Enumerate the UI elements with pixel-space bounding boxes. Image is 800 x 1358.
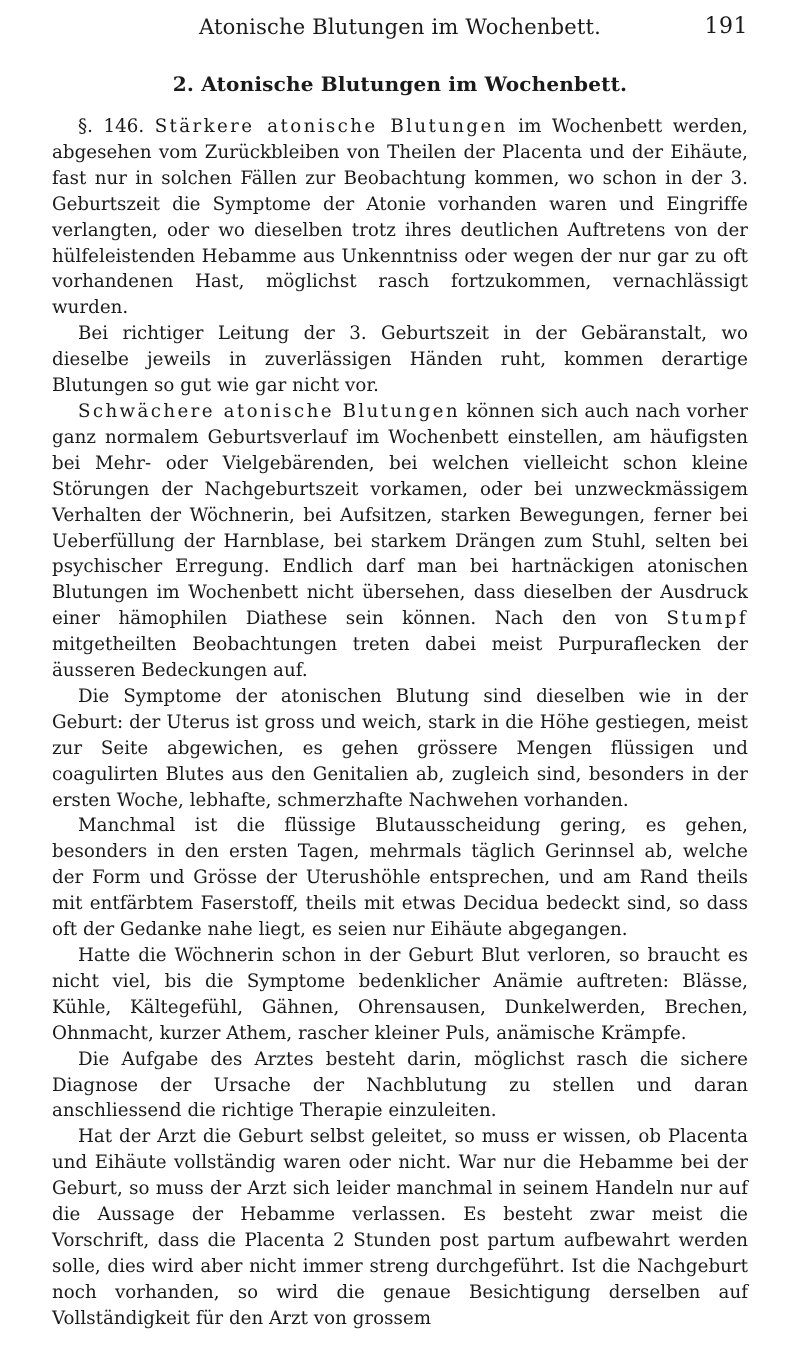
paragraph-text: können sich auch nach vorher ganz normalem Geburtsverlauf im Wochenbett einstellen, am häufigsten bei Mehr- oder Vielgebärenden, bei welchen vielleicht schon kleine Störungen der Nachgeburtszeit vorkamen, oder bei unzweckmässigem Verhalten der Wöchnerin, bei Aufsitzen, starken Bewegungen, ferner bei Ueberfüllung der Harnblase, bei starkem Drängen zum Stuhl, selten bei psychischer Erregung. Endlich darf man bei hartnäckigen atonischen Blutungen im Wochenbett nicht übersehen, dass dieselben der Ausdruck einer hämophilen Diathese sein können. Nach den von	[52, 400, 748, 630]
paragraph-3	[52, 399, 748, 684]
paragraph-text: Die Symptome der atonischen Blutung sind dieselben wie in der Geburt: der Uterus ist gross und weich, stark in die Höhe gestiegen, meist zur Seite abgewichen, es gehen grössere Mengen flüssigen und coagulirten Blutes aus den Genitalien ab, zugleich sind, besonders in der ersten Woche, lebhafte, schmerzhafte Nachwehen vorhanden.	[52, 685, 748, 811]
paragraph-number: §. 146.	[78, 116, 145, 137]
paragraph-text: Hat der Arzt die Geburt selbst geleitet, so muss er wissen, ob Placenta und Eihäute vollständig waren oder nicht. War nur die Hebamme bei der Geburt, so muss der Arzt sich leider manchmal in seinem Handeln nur auf die Aussage der Hebamme verlassen. Es besteht zwar meist die Vorschrift, dass die Placenta 2 Stunden post partum aufbewahrt werden solle, dies wird aber nicht immer streng durchgeführt. Ist die Nachgeburt noch vorhanden, so wird die genaue Besichtigung derselben auf Vollständigkeit für den Arzt von grossem	[52, 1126, 748, 1329]
body-text	[52, 114, 748, 1332]
running-head	[52, 10, 748, 44]
paragraph-2	[52, 321, 748, 399]
spaced-emphasis: Schwächere atonische Blutungen	[78, 400, 460, 422]
paragraph-text: im Wochenbett werden, abgesehen vom Zurückbleiben von Theilen der Placenta und der Eihäute, fast nur in solchen Fällen zur Beobachtung kommen, wo schon in der 3. Geburtszeit die Symptome der Atonie vorhanden waren und Eingriffe verlangten, oder wo dieselben trotz ihres deutlichen Auftretens von der hülfeleistenden Hebamme aus Unkenntniss oder wegen der nur gar zu oft vorhandenen Hast, möglichst rasch fortzukommen, vernachlässigt wurden.	[52, 116, 748, 319]
section-heading: 2. Atonische Blutungen im Wochenbett.	[172, 72, 628, 96]
paragraph-text: Die Aufgabe des Arztes besteht darin, möglichst rasch die sichere Diagnose der Ursache der Nachblutung zu stellen und daran anschliessend die richtige Therapie einzuleiten.	[52, 1048, 748, 1122]
paragraph-text: mitgetheilten Beobachtungen treten dabei meist Purpuraflecken der äusseren Bedeckungen auf.	[52, 634, 748, 682]
page-number: 191	[704, 14, 748, 39]
paragraph-text: Bei richtiger Leitung der 3. Geburtszeit in der Gebäranstalt, wo dieselbe jeweils in zuverlässigen Händen ruht, kommen derartige Blutungen so gut wie gar nicht vor.	[52, 323, 748, 397]
paragraph-8	[52, 1124, 748, 1331]
paragraph-text: Manchmal ist die flüssige Blutausscheidung gering, es gehen, besonders in den ersten Tagen, mehrmals täglich Gerinnsel ab, welche der Form und Grösse der Uterushöhle entsprechen, und am Rand theils mit entfärbtem Faserstoff, theils mit etwas Decidua bedeckt sind, so dass oft der Gedanke nahe liegt, es seien nur Eihäute abgegangen.	[52, 815, 748, 941]
author-name: Stumpf	[666, 608, 748, 630]
paragraph-5	[52, 813, 748, 943]
paragraph-7	[52, 1047, 748, 1125]
spaced-emphasis: Stärkere atonische Blutungen	[154, 116, 508, 137]
paragraph-1	[52, 114, 748, 321]
paragraph-4	[52, 684, 748, 814]
paragraph-text: Hatte die Wöchnerin schon in der Geburt Blut verloren, so braucht es nicht viel, bis die Symptome bedenklicher Anämie auftreten: Blässe, Kühle, Kältegefühl, Gähnen, Ohrensausen, Dunkelwerden, Brechen, Ohnmacht, kurzer Athem, rascher kleiner Puls, anämische Krämpfe.	[52, 945, 748, 1044]
running-title: Atonische Blutungen im Wochenbett.	[198, 15, 602, 39]
paragraph-6	[52, 943, 748, 1047]
